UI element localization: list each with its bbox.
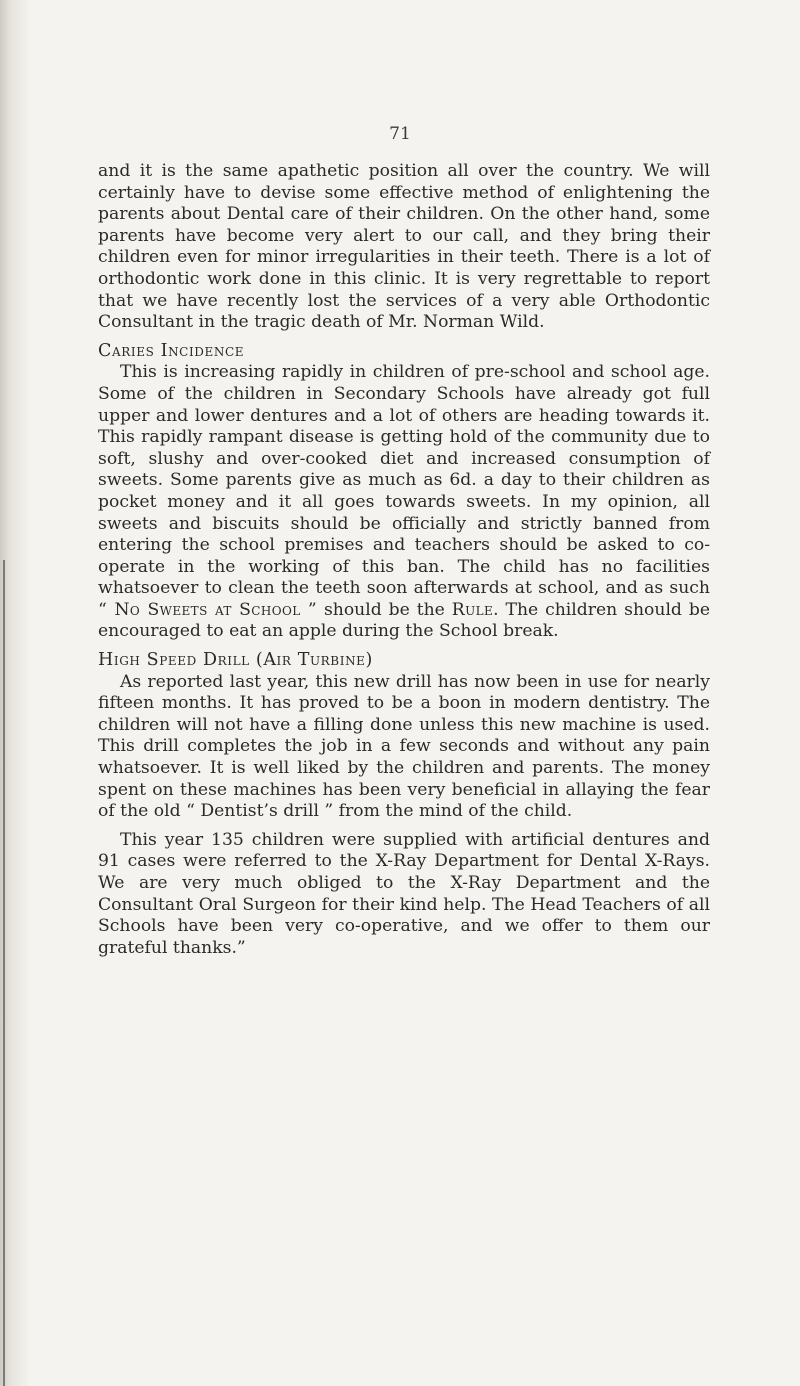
caries-incidence-heading: Caries Incidence [98,340,245,361]
drill-paragraph: As reported last year, this new drill has now been in use for nearly fifteen months. It has proved to be a boon in modern dentistry. The children will not have a filling done unless this new machine is used. This drill completes the job in a few seconds and without any pain whatsoever. It is well liked by the children and parents. The money spent on these machines has been very beneficial in allaying the fear of the old “ Dentist’s drill ” from the mind of the child. [98,671,710,822]
caries-text-after: . The children should be encouraged to eat an apple during the School break. [98,599,711,642]
caries-text-middle: should be the [317,599,452,620]
no-sweets-slogan: “ No Sweets at School ” [98,599,318,620]
closing-paragraph: This year 135 children were supplied with artificial dentures and 91 cases were referred to the X-Ray Department for Dental X-Rays. We are very much obliged to the X-Ray Department and the Consultant Oral Surgeon for their kind help. The Head Teachers of all Schools have been very co-operative, and we offer to them our grateful thanks.” [98,829,710,958]
page-number: 71 [389,124,411,144]
body-text [98,161,710,959]
intro-paragraph: and it is the same apathetic position all over the country. We will certainly have to devise some effective method of enlightening the parents about Dental care of their children. On the other hand, some parents have become very alert to our call, and they bring their children even for minor irregularities in their teeth. There is a lot of orthodontic work done in this clinic. It is very regrettable to report that we have recently lost the services of a very able Orthodontic Consultant in the tragic death of Mr. Norman Wild. [98,161,710,333]
binding-edge-line [3,560,5,1386]
rule-word: Rule [451,599,494,620]
caries-paragraph [98,362,710,643]
high-speed-drill-heading: High Speed Drill (Air Turbine) [98,650,373,671]
caries-text-before: This is increasing rapidly in children of pre-school and school age. Some of the children in Secondary Schools have already got full upper and lower dentures and a lot of others are heading towards it. This rapidly rampant disease is getting hold of the community due to soft, slushy and over-cooked diet and increased consumption of sweets. Some parents give as much as 6d. a day to their children as pocket money and it all goes towards sweets. In my opinion, all sweets and biscuits should be officially and strictly banned from entering the school premises and teachers should be asked to co-operate in the working of this ban. The child has no facilities whatsoever to clean the teeth soon afterwards at school, and as such [98,362,710,599]
